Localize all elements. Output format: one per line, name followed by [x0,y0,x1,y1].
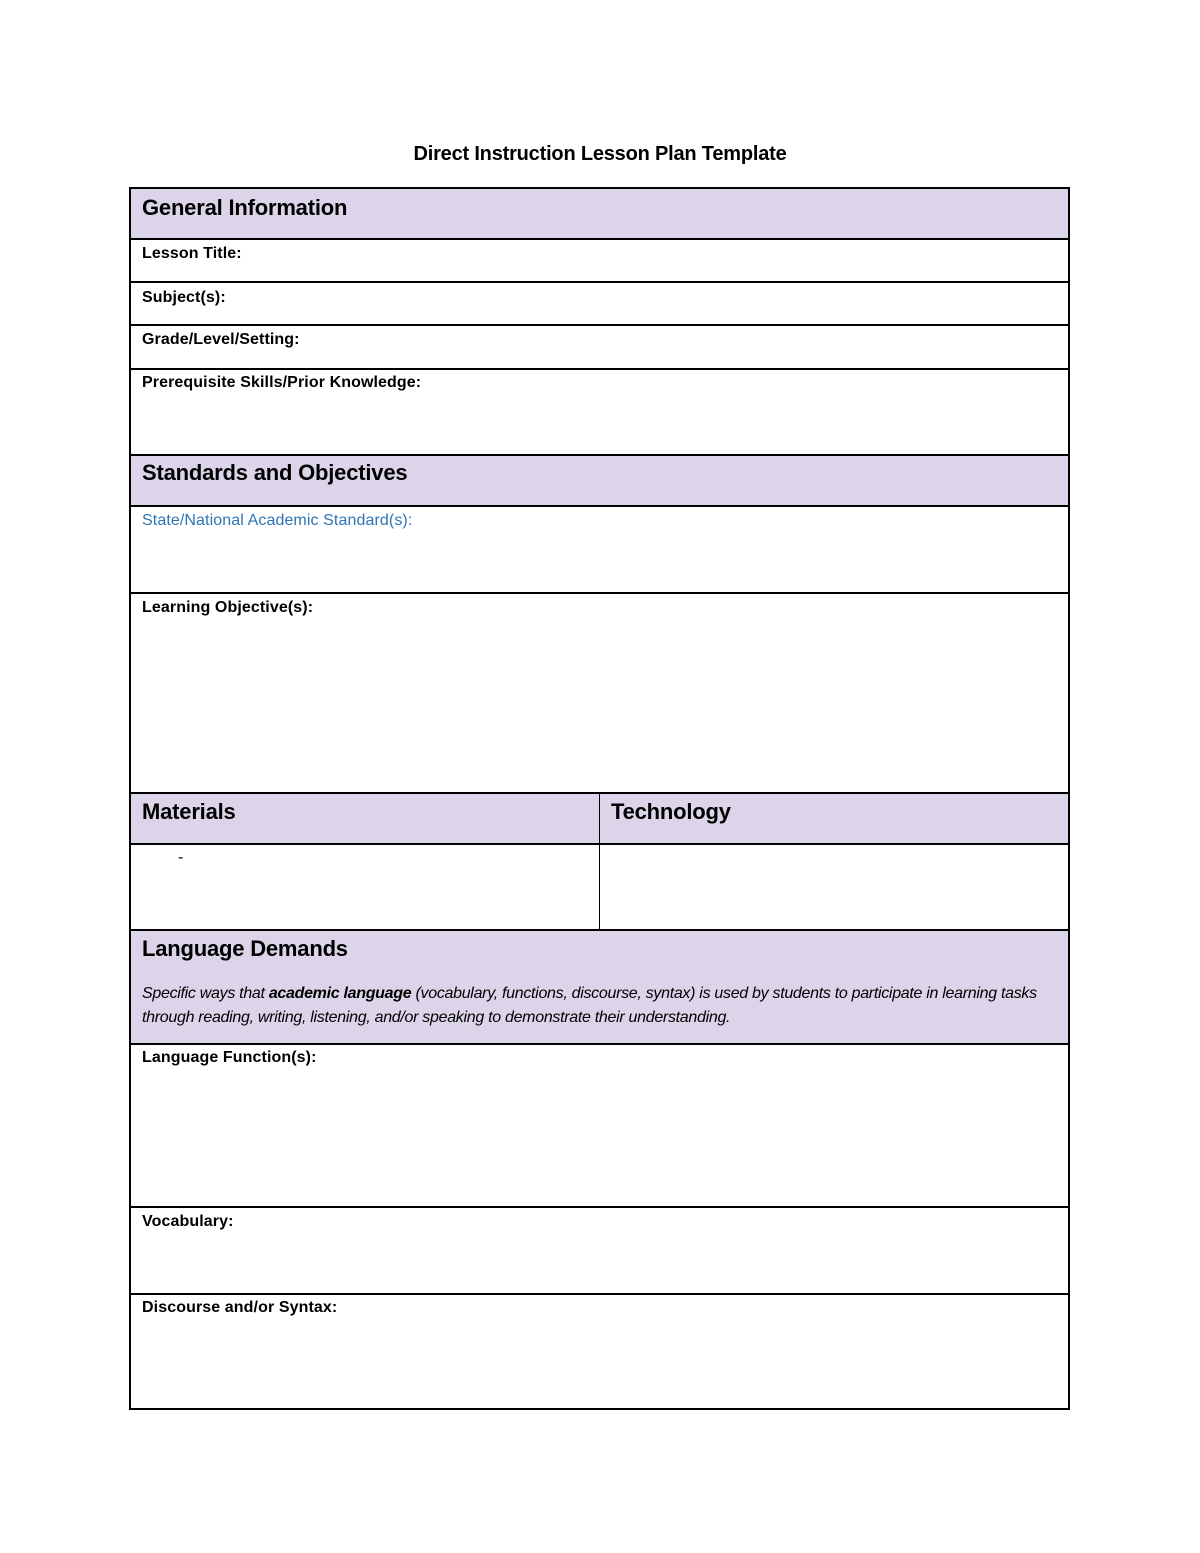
description-text: Specific ways that [142,985,269,1002]
language-functions-field[interactable] [131,1045,1068,1206]
subjects-field[interactable] [131,283,1068,324]
academic-standards-field[interactable] [131,507,1068,592]
technology-field[interactable] [600,845,1068,929]
learning-objectives-label: Learning Objective(s): [142,599,314,616]
document-title: Direct Instruction Lesson Plan Template [413,143,787,165]
academic-standards-label: State/National Academic Standard(s): [142,512,413,529]
grade-level-setting-field[interactable] [131,326,1068,368]
language-demands-heading: Language Demands [142,936,348,961]
standards-objectives-header [131,456,1068,505]
language-demands-description [142,982,1057,1030]
general-information-heading: General Information [142,195,348,220]
lesson-title-label: Lesson Title: [142,245,242,262]
column-divider [599,794,600,929]
language-demands-header [131,931,1068,1043]
materials-bullet: - [178,849,184,866]
materials-heading: Materials [142,799,236,824]
prerequisite-label: Prerequisite Skills/Prior Knowledge: [142,374,422,391]
grade-level-setting-label: Grade/Level/Setting: [142,331,300,348]
prerequisite-field[interactable] [131,370,1068,454]
description-text: (vocabulary, functions, discourse, syntax) is used by students to participate in learning tasks through reading, writing, listening, and/or speaking to demonstrate their understanding. [142,985,1037,1026]
lesson-title-field[interactable] [131,240,1068,281]
subjects-label: Subject(s): [142,289,226,306]
vocabulary-field[interactable] [131,1208,1068,1293]
language-functions-label: Language Function(s): [142,1049,317,1066]
discourse-syntax-field[interactable] [131,1295,1068,1408]
standards-objectives-heading: Standards and Objectives [142,460,408,485]
materials-field[interactable] [131,845,599,929]
discourse-syntax-label: Discourse and/or Syntax: [142,1299,338,1316]
technology-heading: Technology [611,799,731,824]
description-emphasis: academic language [268,985,412,1002]
general-information-header [131,189,1068,238]
lesson-plan-table [129,187,1070,1410]
vocabulary-label: Vocabulary: [142,1213,234,1230]
learning-objectives-field[interactable] [131,594,1068,792]
